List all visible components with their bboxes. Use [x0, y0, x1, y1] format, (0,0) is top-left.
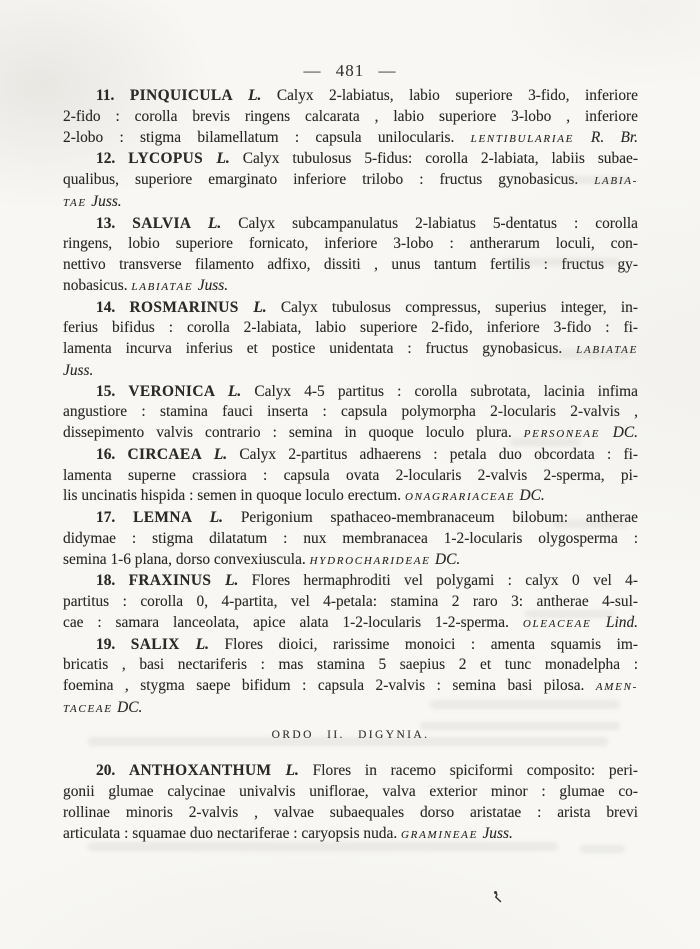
entry-number: 11.: [96, 87, 130, 104]
family-name: TAE: [63, 196, 92, 209]
entry-number: 20.: [96, 762, 130, 780]
family-name: PERSONEAE: [523, 428, 613, 440]
text-line: [63, 318, 638, 339]
text-segment: Calyx 2-partitus adhaerens : petala duo obcordata : fi-: [227, 445, 638, 463]
family-authority: DC.: [519, 487, 545, 505]
family-authority: Juss.: [197, 276, 229, 294]
entry-number: 13.: [96, 214, 133, 232]
text-segment: Perigonium spathaceo-membranaceum bilobum: antherae: [223, 509, 638, 526]
author-abbrev: L.: [208, 214, 222, 232]
author-abbrev: L.: [285, 762, 299, 780]
paragraph: [63, 298, 638, 382]
family-name: HYDROCHARIDEAE: [309, 554, 436, 567]
author-abbrev: L.: [253, 298, 267, 316]
text-line: [63, 192, 638, 214]
paragraph: [63, 571, 638, 634]
family-authority: Juss.: [91, 192, 122, 210]
genus-name: SALIX: [130, 635, 196, 653]
family-authority: Lind.: [605, 613, 638, 631]
family-name: LABIATAE: [576, 344, 638, 356]
entry-number: 16.: [96, 445, 128, 463]
text-line: [63, 782, 638, 803]
bleed-through-smudge: [580, 845, 625, 853]
genus-name: FRAXINUS: [128, 572, 226, 590]
text-line: [63, 170, 638, 192]
text-segment: articulata : squamae duo nectariferae : caryopsis nuda.: [63, 824, 402, 842]
text-segment: Calyx tubulosus compressus, superius integer, in-: [266, 298, 639, 316]
text-line: [63, 276, 638, 298]
author-abbrev: L.: [248, 87, 262, 104]
genus-name: LYCOPUS: [128, 150, 217, 168]
text-segment: ringens, lobio superiore fornicato, inferiore 3-lobo : antherarum loculi, con-: [63, 235, 638, 253]
text-segment: semina 1-6 plana, dorso convexiuscula.: [63, 550, 310, 568]
text-segment: dissepimento valvis contrario : semina in quoque loculo plura.: [63, 424, 524, 441]
text-segment: rollinae minoris 2-valvis , valvae subaequales dorso aristatae : arista brevi: [63, 803, 638, 821]
paragraph: [63, 635, 638, 720]
genus-name: CIRCAEA: [127, 445, 214, 463]
text-segment: bricatis , basi nectariferis : mas stamina 5 saepius 2 et tunc monadelpha :: [63, 656, 638, 674]
family-name: LABIA-: [594, 175, 638, 187]
text-line: [63, 128, 638, 150]
text-segment: Calyx tubulosus 5-fidus: corolla 2-labiata, labiis subae-: [229, 150, 638, 168]
entry-number: 19.: [96, 635, 131, 653]
family-name: GRAMINEAE: [401, 828, 483, 841]
text-line: [63, 824, 638, 846]
text-segment: cae : samara lanceolata, apice alata 1-2-locularis 1-2-sperma.: [63, 613, 523, 631]
paragraph: [63, 149, 638, 213]
text-line: [63, 423, 638, 445]
text-line: [63, 508, 638, 529]
text-segment: gonii glumae calycinae univalvis uniflorae, valva exterior minor : glumae co-: [63, 783, 638, 800]
family-authority: Juss.: [63, 361, 94, 379]
text-segment: lamenta superne crassiora : capsula ovata 2-locularis 2-valvis 2-sperma, pi-: [63, 466, 638, 484]
paragraph: [63, 508, 638, 571]
text-segment: didymae : stigma dilatatum : nux membranacea 1-2-locularis olygosperma :: [63, 529, 638, 547]
text-line: [63, 445, 638, 466]
entry-number: 12.: [96, 150, 129, 168]
paragraph: [63, 382, 638, 445]
text-segment: 2-lobo : stigma bilamellatum : capsula unilocularis.: [63, 128, 471, 146]
entry-number: 17.: [96, 509, 134, 526]
paragraph: [63, 86, 638, 149]
genus-name: SALVIA: [132, 214, 209, 232]
text-block: [63, 86, 638, 845]
text-segment: Calyx 2-labiatus, labio superiore 3-fido, inferiore: [261, 87, 638, 104]
genus-name: PINQUICULA: [129, 87, 249, 104]
text-line: [63, 655, 638, 676]
text-line: [63, 466, 638, 487]
text-segment: 2-fido : corolla brevis ringens calcarata , labio superiore 3-lobo , inferiore: [63, 107, 638, 125]
ink-mark: [491, 890, 505, 905]
text-segment: Calyx 4-5 partitus : corolla subrotata, lacinia infima: [241, 382, 638, 400]
entry-number: 15.: [96, 382, 129, 400]
text-line: [63, 361, 638, 382]
text-segment: lamenta incurva inferius et postice unidentata : fructus gynobasicus.: [63, 340, 577, 357]
family-name: ONAGRARIACEAE: [404, 491, 520, 504]
family-authority: DC.: [612, 424, 638, 441]
family-name: AMEN-: [595, 681, 638, 693]
text-segment: foemina , stygma saepe bifidum : capsula 2-valvis : semina basi pilosa.: [63, 677, 596, 694]
text-line: [63, 86, 638, 107]
text-segment: qualibus, superiore emarginato inferiore trilobo : fructus gynobasicus.: [63, 171, 595, 188]
author-abbrev: L.: [209, 509, 224, 526]
text-line: [63, 698, 638, 720]
text-line: [63, 571, 638, 592]
section-heading: ORDO II. DIGYNIA.: [271, 728, 430, 741]
family-authority: DC.: [435, 550, 461, 568]
text-line: [63, 107, 638, 128]
text-line: [63, 676, 638, 698]
text-line: [63, 613, 638, 635]
family-name: TACEAE: [63, 702, 118, 715]
author-abbrev: L.: [216, 150, 230, 168]
text-line: [63, 149, 638, 170]
author-abbrev: L.: [213, 445, 228, 463]
family-authority: DC.: [117, 698, 143, 716]
genus-name: ROSMARINUS: [129, 298, 254, 316]
author-abbrev: L.: [225, 572, 239, 590]
genus-name: LEMNA: [133, 509, 210, 526]
text-line: [63, 298, 638, 319]
family-authority: R. Br.: [590, 128, 638, 146]
text-line: [63, 402, 638, 423]
family-name: OLEACEAE: [522, 617, 606, 630]
paragraph: [63, 214, 638, 298]
text-line: [63, 803, 638, 824]
text-segment: Flores in racemo spiciformi composito: peri-: [298, 762, 638, 780]
text-segment: Flores dioici, rarissime monoici : amenta squamis im-: [209, 635, 639, 653]
text-line: [63, 529, 638, 550]
paragraph: [63, 445, 638, 508]
text-line: [63, 550, 638, 572]
entry-number: 14.: [96, 298, 130, 316]
text-line: [63, 214, 638, 235]
family-authority: Juss.: [482, 824, 513, 842]
paragraph: [63, 761, 638, 845]
author-abbrev: L.: [228, 382, 242, 400]
text-line: [63, 255, 638, 276]
text-segment: partitus : corolla 0, 4-partita, vel 4-petala: stamina 2 raro 3: antherae 4-sul-: [63, 593, 638, 610]
text-segment: Flores hermaphroditi vel polygami : calyx 0 vel 4-: [238, 572, 638, 590]
text-line: [63, 592, 638, 613]
text-line: [63, 761, 638, 782]
text-line: [63, 339, 638, 361]
genus-name: ANTHOXANTHUM: [129, 762, 286, 780]
text-segment: nettivo transverse filamento adfixo, dissiti , unus tantum fertilis : fructus gy-: [63, 256, 638, 273]
text-segment: nobasicus.: [63, 276, 132, 294]
family-name: LENTIBULARIAE: [470, 132, 591, 145]
entry-number: 18.: [96, 572, 129, 590]
family-name: LABIATAE: [131, 280, 198, 293]
text-segment: ferius bifidus : corolla 2-labiata, labio superiore 2-fido, inferiore 3-fido : fi-: [63, 319, 638, 337]
page-number: — 481 —: [303, 61, 397, 80]
genus-name: VERONICA: [128, 382, 228, 400]
author-abbrev: L.: [195, 635, 210, 653]
text-line: [63, 635, 638, 656]
text-segment: lis uncinatis hispida : semen in quoque loculo erectum.: [63, 487, 405, 505]
text-segment: Calyx subcampanulatus 2-labiatus 5-dentatus : corolla: [221, 214, 639, 232]
text-line: [63, 382, 638, 403]
text-segment: angustiore : stamina fauci inserta : capsula polymorpha 2-locularis 2-valvis ,: [63, 403, 638, 421]
text-line: [63, 234, 638, 255]
text-line: [63, 486, 638, 508]
